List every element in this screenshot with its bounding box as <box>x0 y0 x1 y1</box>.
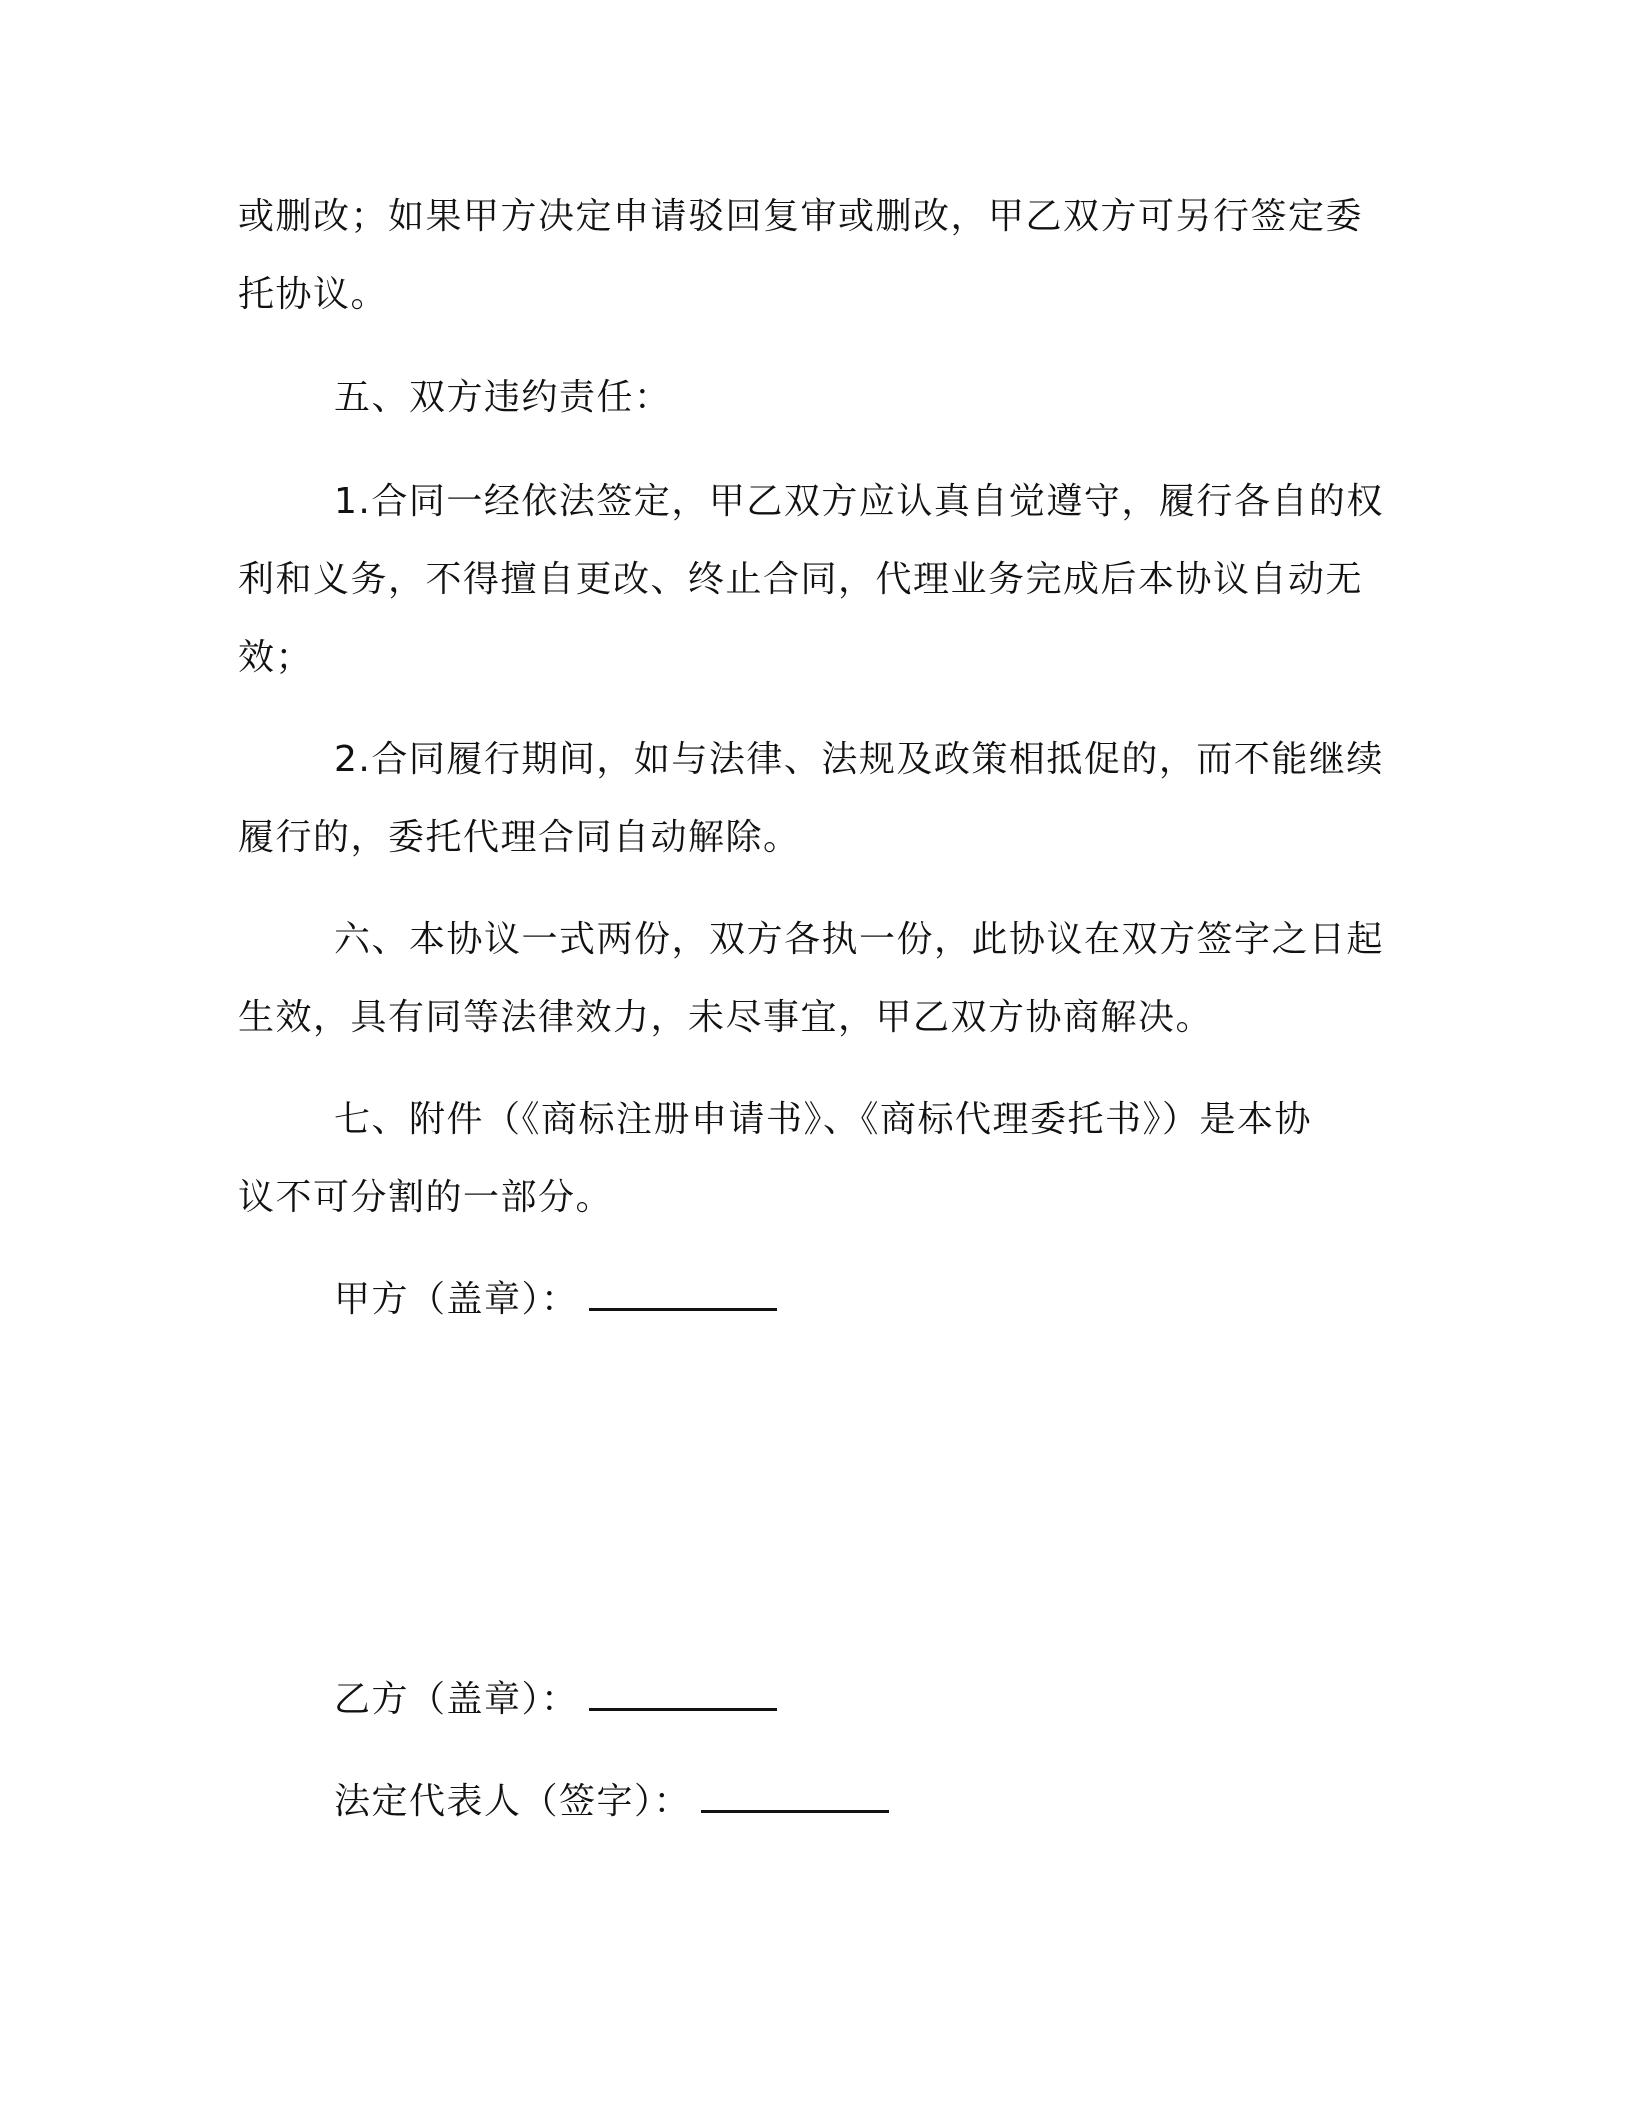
section-5-item-1-line-2: 利和义务，不得擅自更改、终止合同，代理业务完成后本协议自动无 <box>238 559 1364 600</box>
legal-rep-signature-blank[interactable] <box>701 1780 889 1813</box>
continuation-line-2: 托协议。 <box>238 274 389 315</box>
section-5-item-2-line-1: 2.合同履行期间，如与法律、法规及政策相抵促的，而不能继续 <box>334 739 1384 780</box>
section-5-item-1-line-1: 1.合同一经依法签定，甲乙双方应认真自觉遵守，履行各自的权 <box>334 481 1384 522</box>
section-6-line-2: 生效，具有同等法律效力，未尽事宜，甲乙双方协商解决。 <box>238 997 1214 1038</box>
section-7-line-2: 议不可分割的一部分。 <box>238 1177 614 1218</box>
section-6-line-1: 六、本协议一式两份，双方各执一份，此协议在双方签字之日起 <box>334 919 1385 960</box>
party-b-signature-blank[interactable] <box>589 1678 777 1711</box>
section-7-line-1: 七、附件（《商标注册申请书》、《商标代理委托书》）是本协 <box>334 1099 1313 1140</box>
party-a-signature-blank[interactable] <box>589 1278 777 1311</box>
party-b-label: 乙方（盖章）： <box>334 1679 579 1720</box>
section-5-item-1-line-3: 效； <box>238 637 314 678</box>
legal-rep-signature-row <box>334 1778 889 1826</box>
party-a-label: 甲方（盖章）： <box>334 1279 579 1320</box>
party-a-signature-row <box>334 1276 777 1324</box>
legal-rep-label: 法定代表人（签字）： <box>334 1781 692 1822</box>
section-5-item-2-line-2: 履行的，委托代理合同自动解除。 <box>238 817 801 858</box>
continuation-line-1: 或删改；如果甲方决定申请驳回复审或删改，甲乙双方可另行签定委 <box>238 196 1364 237</box>
section-5-heading: 五、双方违约责任： <box>334 377 672 418</box>
party-b-signature-row <box>334 1676 777 1724</box>
